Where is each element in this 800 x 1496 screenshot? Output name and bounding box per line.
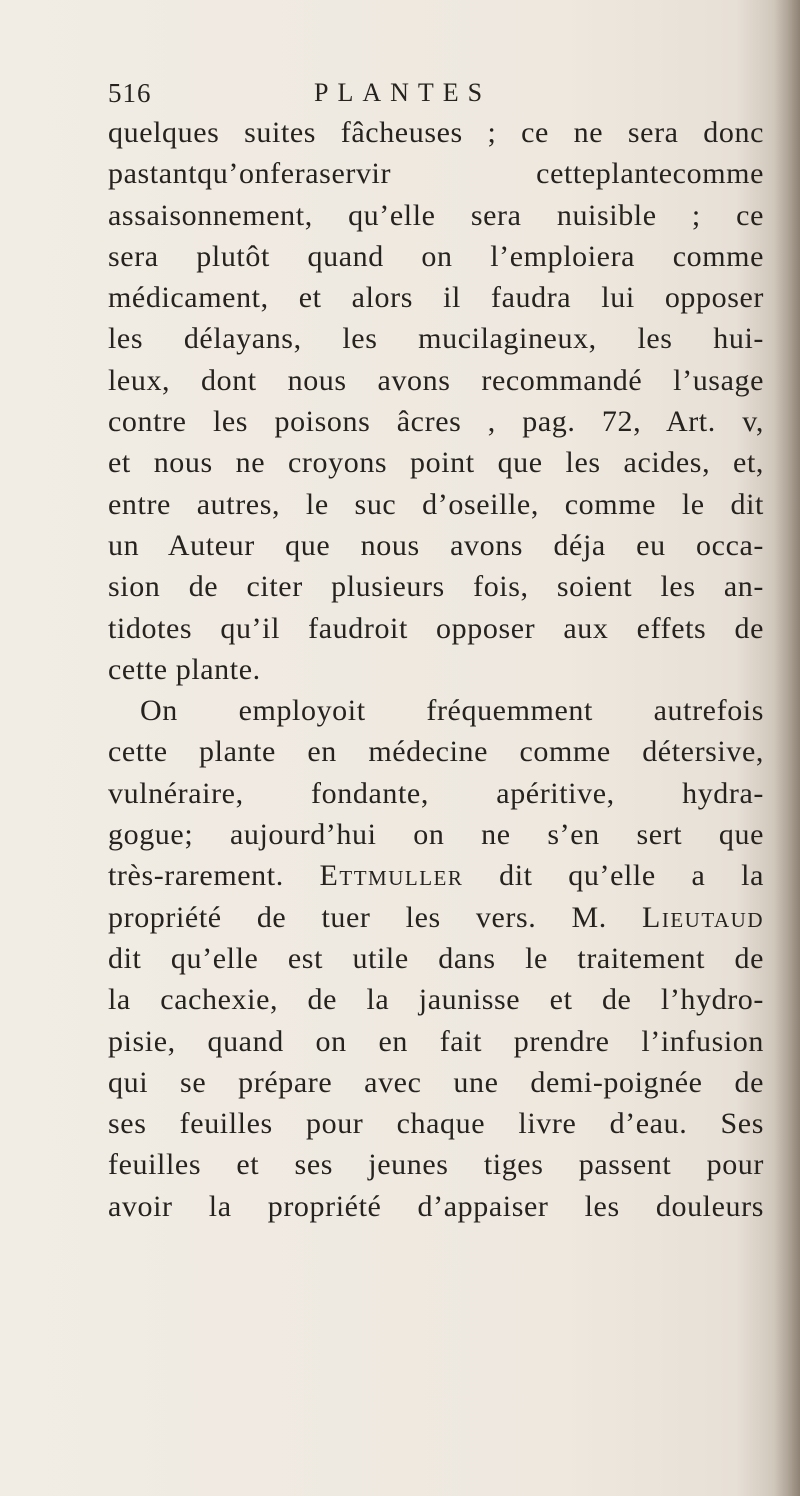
body-text — [108, 112, 764, 1227]
text-line: tidotes qu’il faudroit opposer aux effets de — [108, 611, 764, 645]
text-line: quelques suites fâcheuses ; ce ne sera donc — [108, 116, 764, 149]
text-line: pisie, quand on en fait prendre l’infusion — [108, 1024, 764, 1058]
text-line: un Auteur que nous avons déja eu occa- — [108, 528, 764, 562]
text-line: assaisonnement, qu’elle sera nuisible ; ce — [108, 198, 764, 232]
text-line: feuilles et ses jeunes tiges passent pour — [108, 1148, 764, 1182]
text-line: sera plutôt quand on l’emploiera comme — [108, 239, 764, 273]
running-title: PLANTES — [314, 78, 492, 107]
text-line: dit qu’elle est utile dans le traitement de — [108, 941, 764, 975]
text-line: qui se prépare avec une demi-poignée de — [108, 1065, 764, 1099]
text-line: ses feuilles pour chaque livre d’eau. Ses — [108, 1107, 764, 1141]
text-line: On employoit fréquemment autrefois — [140, 694, 764, 728]
text-line: et nous ne croyons point que les acides, et, — [108, 446, 764, 480]
text-line: cette plante. — [108, 652, 261, 686]
text-line-lieutaud — [108, 897, 764, 938]
page-edge-shadow — [774, 0, 800, 1496]
text-line: leux, dont nous avons recommandé l’usage — [108, 363, 764, 397]
text-line: gogue; aujourd’hui on ne s’en sert que — [108, 818, 764, 852]
text-line: la cachexie, de la jaunisse et de l’hydro- — [108, 983, 764, 1017]
text-line: cette plante en médecine comme détersive, — [108, 735, 764, 769]
text-line: sion de citer plusieurs fois, soient les an- — [108, 570, 764, 604]
author-name-lieutaud: Lieutaud — [642, 900, 764, 934]
page-number: 516 — [108, 78, 152, 108]
text-fragment: dit qu’elle a la — [499, 859, 764, 893]
text-fragment: très-rarement. — [108, 859, 284, 893]
author-name-ettmuller: Ettmuller — [319, 859, 464, 893]
text-line: pastantqu’onferaservir cetteplantecomme — [108, 157, 764, 191]
text-fragment: propriété de tuer les vers. M. — [108, 900, 607, 934]
text-line: médicament, et alors il faudra lui opposer — [108, 281, 764, 315]
text-line-ettmuller — [108, 855, 764, 896]
text-line: avoir la propriété d’appaiser les douleurs — [108, 1189, 764, 1223]
text-line: contre les poisons âcres , pag. 72, Art. v, — [108, 405, 764, 439]
text-line: les délayans, les mucilagineux, les hui- — [108, 322, 764, 356]
text-line: vulnéraire, fondante, apéritive, hydra- — [108, 776, 764, 810]
text-line: entre autres, le suc d’oseille, comme le dit — [108, 487, 764, 521]
